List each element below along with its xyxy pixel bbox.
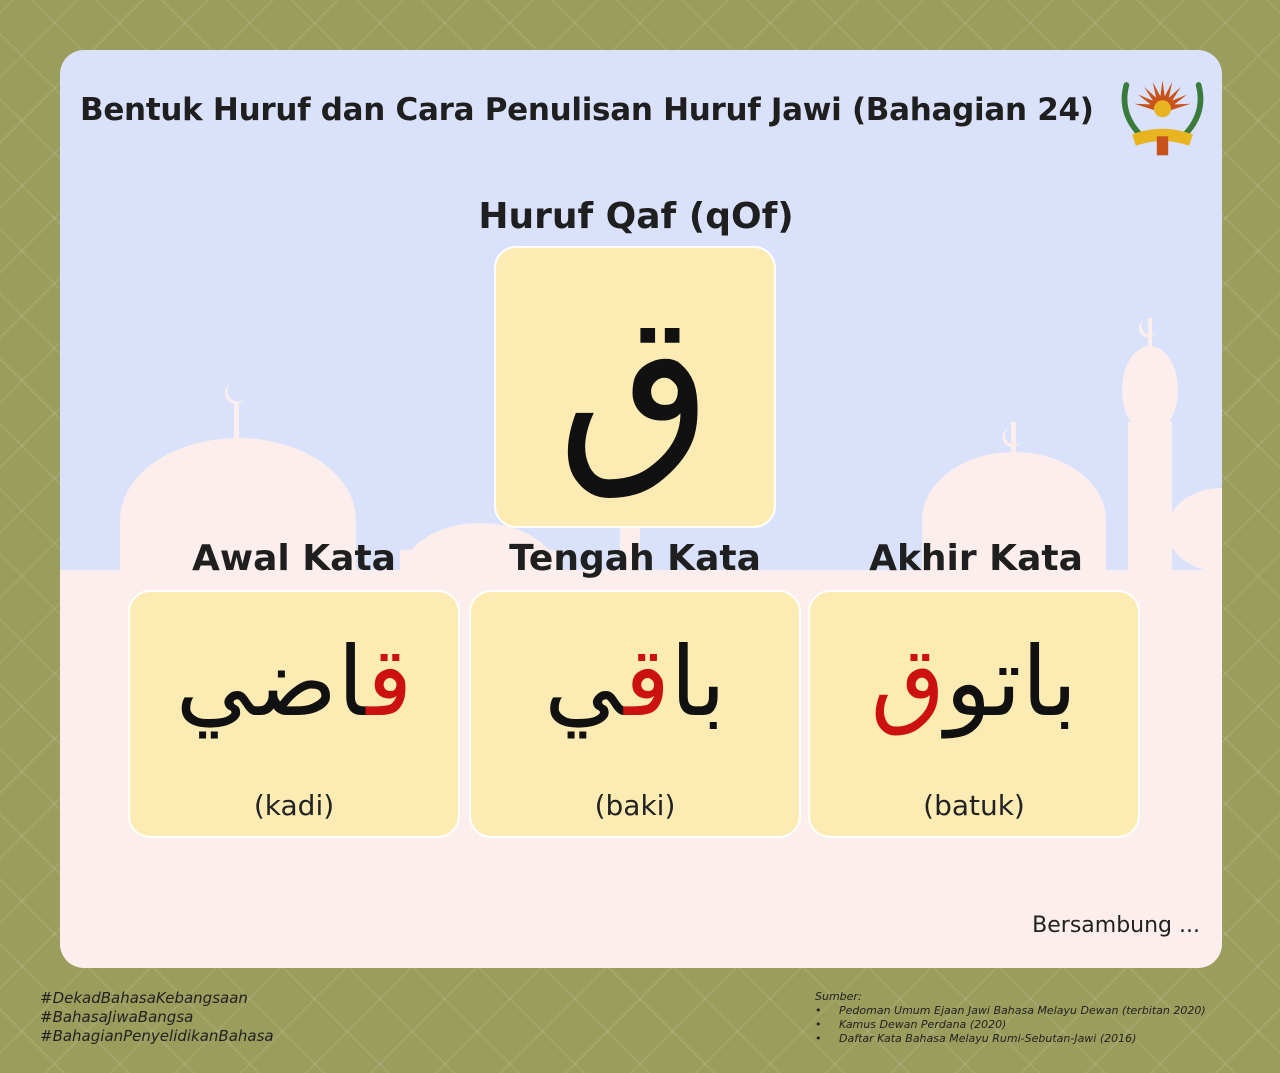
highlighted-letter: ق [870,626,946,738]
rumi-word-batuk: (batuk) [923,789,1025,822]
sources-block [815,990,1206,1046]
rumi-word-baki: (baki) [594,789,676,822]
hashtag: #BahagianPenyelidikanBahasa [40,1027,274,1045]
highlighted-letter: ق [366,626,413,738]
jawi-word-kadi [130,622,458,742]
rumi-word-kadi: (kadi) [253,789,335,822]
hashtag-list [40,989,274,1046]
source-item: • Pedoman Umum Ejaan Jawi Bahasa Melayu Dewan (terbitan 2020) [815,1004,1206,1018]
heading-akhir-kata: Akhir Kata [869,538,1083,579]
tile-tengah-kata [469,590,801,838]
word-before: با [669,626,726,738]
jawi-word-baki [471,622,799,742]
hashtag: #DekadBahasaKebangsaan [40,989,248,1007]
source-item: • Daftar Kata Bahasa Melayu Rumi-Sebutan-Jawi (2016) [815,1032,1206,1046]
content-card [60,50,1222,968]
word-rest: اضي [175,626,367,738]
tile-akhir-kata [808,590,1140,838]
highlighted-letter: ق [624,626,670,738]
jawi-word-batuk [810,622,1138,742]
page-title: Bentuk Huruf dan Cara Penulisan Huruf Jawi (Bahagian 24) [80,92,1094,128]
main-letter-heading: Huruf Qaf (qOf) [478,196,794,237]
dbp-emblem-icon [1115,66,1210,161]
sources-list [815,1004,1206,1046]
source-item: • Kamus Dewan Perdana (2020) [815,1018,1206,1032]
heading-awal-kata: Awal Kata [192,538,396,579]
heading-tengah-kata: Tengah Kata [509,538,761,579]
continued-label: Bersambung ... [1032,913,1200,938]
word-before: باتو [945,626,1078,738]
main-letter-glyph: ق [557,270,713,503]
tile-awal-kata [128,590,460,838]
word-after: ي [544,626,625,738]
hashtag: #BahasaJiwaBangsa [40,1008,194,1026]
main-letter-tile [494,246,776,528]
sources-label: Sumber: [815,990,862,1003]
